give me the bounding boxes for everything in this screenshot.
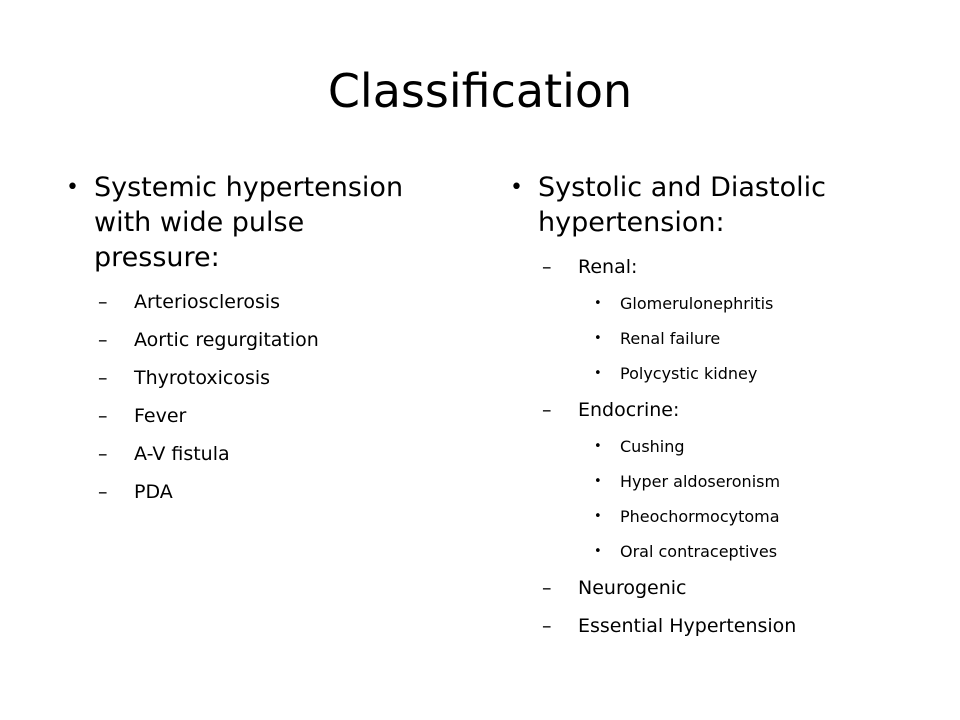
sub-item <box>510 429 930 464</box>
group-label-text: Essential Hypertension <box>578 615 797 637</box>
dash-icon: – <box>98 367 108 389</box>
group-label <box>510 607 930 645</box>
sub-item-text: Cushing <box>620 437 685 456</box>
list-item <box>66 397 426 435</box>
group-label <box>510 569 930 607</box>
dash-icon: – <box>98 481 108 503</box>
sub-item-text: Renal failure <box>620 329 721 348</box>
slide-title: Classification <box>327 64 633 118</box>
sub-item-text: Polycystic kidney <box>620 364 758 383</box>
bullet-icon: • <box>594 296 602 311</box>
sub-item-text: Pheochormocytoma <box>620 507 780 526</box>
sub-item-text: Hyper aldoseronism <box>620 472 781 491</box>
list-item <box>66 435 426 473</box>
bullet-icon: • <box>594 331 602 346</box>
list-item-text: Fever <box>134 405 187 427</box>
dash-icon: – <box>542 256 552 278</box>
dash-icon: – <box>542 615 552 637</box>
right-heading: Systolic and Diastolic hypertension: <box>538 172 826 238</box>
dash-icon: – <box>98 443 108 465</box>
left-heading-item <box>66 170 426 275</box>
sub-item <box>510 464 930 499</box>
left-heading: Systemic hypertension with wide pulse pressure: <box>94 172 404 273</box>
group-label-text: Neurogenic <box>578 577 687 599</box>
bullet-icon: • <box>594 366 602 381</box>
sub-item-text: Oral contraceptives <box>620 542 778 561</box>
list-item-text: Arteriosclerosis <box>134 291 281 313</box>
list-item-text: PDA <box>134 481 173 503</box>
left-column <box>66 170 426 511</box>
bullet-icon: • <box>594 439 602 454</box>
dash-icon: – <box>98 329 108 351</box>
dash-icon: – <box>542 399 552 421</box>
dash-icon: – <box>542 577 552 599</box>
group-label-text: Renal: <box>578 256 638 278</box>
list-item <box>66 321 426 359</box>
list-item-text: A-V fistula <box>134 443 230 465</box>
dash-icon: – <box>98 291 108 313</box>
group-label <box>510 391 930 429</box>
bullet-icon: • <box>594 509 602 524</box>
sub-item <box>510 356 930 391</box>
bullet-icon: • <box>594 474 602 489</box>
group-label-text: Endocrine: <box>578 399 680 421</box>
list-item-text: Thyrotoxicosis <box>134 367 271 389</box>
sub-item <box>510 534 930 569</box>
list-item <box>66 283 426 321</box>
list-item <box>66 473 426 511</box>
sub-item <box>510 286 930 321</box>
dash-icon: – <box>98 405 108 427</box>
bullet-icon: • <box>510 175 523 200</box>
sub-item-text: Glomerulonephritis <box>620 294 774 313</box>
right-column <box>510 170 930 645</box>
bullet-icon: • <box>66 175 79 200</box>
list-item-text: Aortic regurgitation <box>134 329 319 351</box>
right-heading-item <box>510 170 930 240</box>
sub-item <box>510 321 930 356</box>
bullet-icon: • <box>594 544 602 559</box>
list-item <box>66 359 426 397</box>
sub-item <box>510 499 930 534</box>
group-label <box>510 248 930 286</box>
left-list <box>66 283 426 511</box>
